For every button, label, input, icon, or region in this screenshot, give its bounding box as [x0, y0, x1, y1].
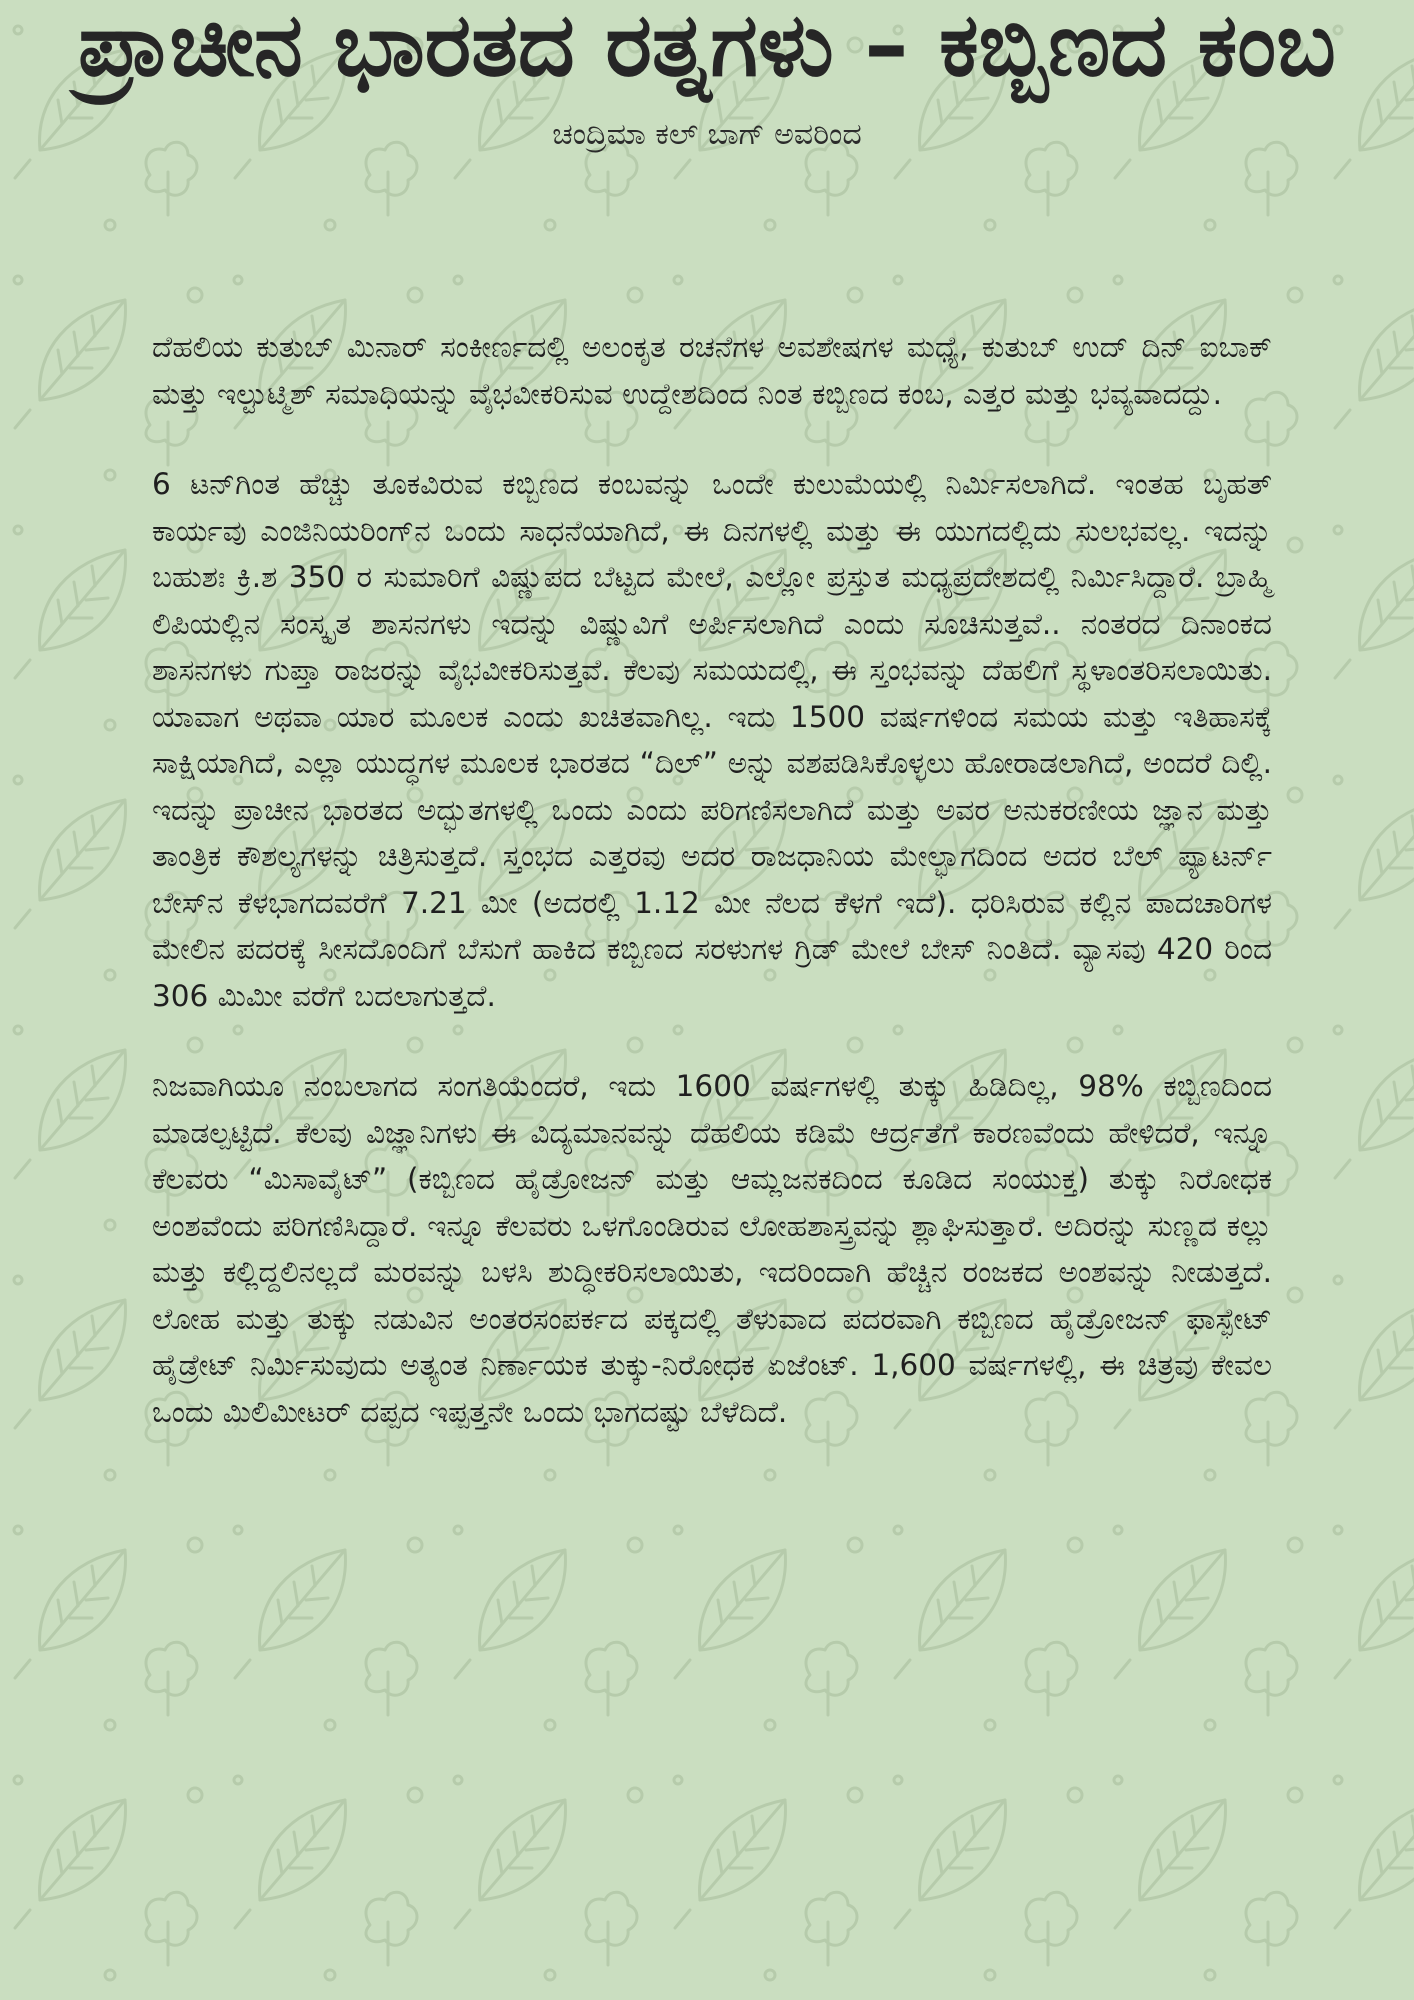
author-byline: ಚಂದ್ರಿಮಾ ಕಲ್ ಬಾಗ್ ಅವರಿಂದ: [552, 117, 862, 152]
paragraph-2: 6 ಟನ್‌ಗಿಂತ ಹೆಚ್ಚು ತೂಕವಿರುವ ಕಬ್ಬಿಣದ ಕಂಬವನ್ನು ಒಂದೇ ಕುಲುಮೆಯಲ್ಲಿ ನಿರ್ಮಿಸಲಾಗಿದೆ. ಇಂತಹ ಬೃಹತ್ ಕಾರ್ಯವು ಎಂಜಿನಿಯರಿಂಗ್‌ನ ಒಂದು ಸಾಧನೆಯಾಗಿದೆ, ಈ ದಿನಗಳಲ್ಲಿ ಮತ್ತು ಈ ಯುಗದಲ್ಲಿದು ಸುಲಭವಲ್ಲ. ಇದನ್ನು ಬಹುಶಃ ಕ್ರಿ.ಶ 350 ರ ಸುಮಾರಿಗೆ ವಿಷ್ಣುಪದ ಬೆಟ್ಟದ ಮೇಲೆ, ಎಲ್ಲೋ ಪ್ರಸ್ತುತ ಮಧ್ಯಪ್ರದೇಶದಲ್ಲಿ ನಿರ್ಮಿಸಿದ್ದಾರೆ. ಬ್ರಾಹ್ಮಿ ಲಿಪಿಯಲ್ಲಿನ ಸಂಸ್ಕೃತ ಶಾಸನಗಳು ಇದನ್ನು ವಿಷ್ಣುವಿಗೆ ಅರ್ಪಿಸಲಾಗಿದೆ ಎಂದು ಸೂಚಿಸುತ್ತವೆ.. ನಂತರದ ದಿನಾಂಕದ ಶಾಸನಗಳು ಗುಪ್ತಾ ರಾಜರನ್ನು ವೈಭವೀಕರಿಸುತ್ತವೆ. ಕೆಲವು ಸಮಯದಲ್ಲಿ, ಈ ಸ್ತಂಭವನ್ನು ದೆಹಲಿಗೆ ಸ್ಥಳಾಂತರಿಸಲಾಯಿತು. ಯಾವಾಗ ಅಥವಾ ಯಾರ ಮೂಲಕ ಎಂದು ಖಚಿತವಾಗಿಲ್ಲ. ಇದು 1500 ವರ್ಷಗಳಿಂದ ಸಮಯ ಮತ್ತು ಇತಿಹಾಸಕ್ಕೆ ಸಾಕ್ಷಿಯಾಗಿದೆ, ಎಲ್ಲಾ ಯುದ್ಧಗಳ ಮೂಲಕ ಭಾರತದ “ದಿಲ್” ಅನ್ನು ವಶಪಡಿಸಿಕೊಳ್ಳಲು ಹೋರಾಡಲಾಗಿದೆ, ಅಂದರೆ ದಿಲ್ಲಿ. ಇದನ್ನು ಪ್ರಾಚೀನ ಭಾರತದ ಅದ್ಭುತಗಳಲ್ಲಿ ಒಂದು ಎಂದು ಪರಿಗಣಿಸಲಾಗಿದೆ ಮತ್ತು ಅವರ ಅನುಕರಣೀಯ ಜ್ಞಾನ ಮತ್ತು ತಾಂತ್ರಿಕ ಕೌಶಲ್ಯಗಳನ್ನು ಚಿತ್ರಿಸುತ್ತದೆ. ಸ್ತಂಭದ ಎತ್ತರವು ಅದರ ರಾಜಧಾನಿಯ ಮೇಲ್ಭಾಗದಿಂದ ಅದರ ಬೆಲ್ ಪ್ಯಾಟರ್ನ್ ಬೇಸ್‌ನ ಕೆಳಭಾಗದವರೆಗೆ 7.21 ಮೀ (ಅದರಲ್ಲಿ 1.12 ಮೀ ನೆಲದ ಕೆಳಗೆ ಇದೆ). ಧರಿಸಿರುವ ಕಲ್ಲಿನ ಪಾದಚಾರಿಗಳ ಮೇಲಿನ ಪದರಕ್ಕೆ ಸೀಸದೊಂದಿಗೆ ಬೆಸುಗೆ ಹಾಕಿದ ಕಬ್ಬಿಣದ ಸರಳುಗಳ ಗ್ರಿಡ್ ಮೇಲೆ ಬೇಸ್ ನಿಂತಿದೆ. ವ್ಯಾಸವು 420 ರಿಂದ 306 ಮಿಮೀ ವರೆಗೆ ಬದಲಾಗುತ್ತದೆ.: [152, 467, 1272, 1013]
page-title: ಪ್ರಾಚೀನ ಭಾರತದ ರತ್ನಗಳು – ಕಬ್ಬಿಣದ ಕಂಬ: [78, 0, 1336, 96]
paragraph-1: ದೆಹಲಿಯ ಕುತುಬ್ ಮಿನಾರ್ ಸಂಕೀರ್ಣದಲ್ಲಿ ಅಲಂಕೃತ ರಚನೆಗಳ ಅವಶೇಷಗಳ ಮಧ್ಯೆ, ಕುತುಬ್ ಉದ್ ದಿನ್ ಐಬಾಕ್ ಮತ್ತು ಇಲ್ಟುಟ್ಮಿಶ್ ಸಮಾಧಿಯನ್ನು ವೈಭವೀಕರಿಸುವ ಉದ್ದೇಶದಿಂದ ನಿಂತ ಕಬ್ಬಿಣದ ಕಂಬ, ಎತ್ತರ ಮತ್ತು ಭವ್ಯವಾದದ್ದು.: [152, 330, 1272, 411]
article-body: [152, 324, 1272, 1479]
article-header: [0, 0, 1414, 154]
paragraph-3: ನಿಜವಾಗಿಯೂ ನಂಬಲಾಗದ ಸಂಗತಿಯೆಂದರೆ, ಇದು 1600 ವರ್ಷಗಳಲ್ಲಿ ತುಕ್ಕು ಹಿಡಿದಿಲ್ಲ, 98% ಕಬ್ಬಿಣದಿಂದ ಮಾಡಲ್ಪಟ್ಟಿದೆ. ಕೆಲವು ವಿಜ್ಞಾನಿಗಳು ಈ ವಿದ್ಯಮಾನವನ್ನು ದೆಹಲಿಯ ಕಡಿಮೆ ಆರ್ದ್ರತೆಗೆ ಕಾರಣವೆಂದು ಹೇಳಿದರೆ, ಇನ್ನೂ ಕೆಲವರು “ಮಿಸಾವೈಟ್” (ಕಬ್ಬಿಣದ ಹೈಡ್ರೋಜನ್ ಮತ್ತು ಆಮ್ಲಜನಕದಿಂದ ಕೂಡಿದ ಸಂಯುಕ್ತ) ತುಕ್ಕು ನಿರೋಧಕ ಅಂಶವೆಂದು ಪರಿಗಣಿಸಿದ್ದಾರೆ. ಇನ್ನೂ ಕೆಲವರು ಒಳಗೊಂಡಿರುವ ಲೋಹಶಾಸ್ತ್ರವನ್ನು ಶ್ಲಾಘಿಸುತ್ತಾರೆ. ಅದಿರನ್ನು ಸುಣ್ಣದ ಕಲ್ಲು ಮತ್ತು ಕಲ್ಲಿದ್ದಲಿನಲ್ಲದೆ ಮರವನ್ನು ಬಳಸಿ ಶುದ್ಧೀಕರಿಸಲಾಯಿತು, ಇದರಿಂದಾಗಿ ಹೆಚ್ಚಿನ ರಂಜಕದ ಅಂಶವನ್ನು ನೀಡುತ್ತದೆ. ಲೋಹ ಮತ್ತು ತುಕ್ಕು ನಡುವಿನ ಅಂತರಸಂಪರ್ಕದ ಪಕ್ಕದಲ್ಲಿ ತೆಳುವಾದ ಪದರವಾಗಿ ಕಬ್ಬಿಣದ ಹೈಡ್ರೋಜನ್ ಫಾಸ್ಫೇಟ್ ಹೈಡ್ರೇಟ್ ನಿರ್ಮಿಸುವುದು ಅತ್ಯಂತ ನಿರ್ಣಾಯಕ ತುಕ್ಕು-ನಿರೋಧಕ ಏಜೆಂಟ್. 1,600 ವರ್ಷಗಳಲ್ಲಿ, ಈ ಚಿತ್ರವು ಕೇವಲ ಒಂದು ಮಿಲಿಮೀಟರ್ ದಪ್ಪದ ಇಪ್ಪತ್ತನೇ ಒಂದು ಭಾಗದಷ್ಟು ಬೆಳೆದಿದೆ.: [152, 1069, 1272, 1429]
